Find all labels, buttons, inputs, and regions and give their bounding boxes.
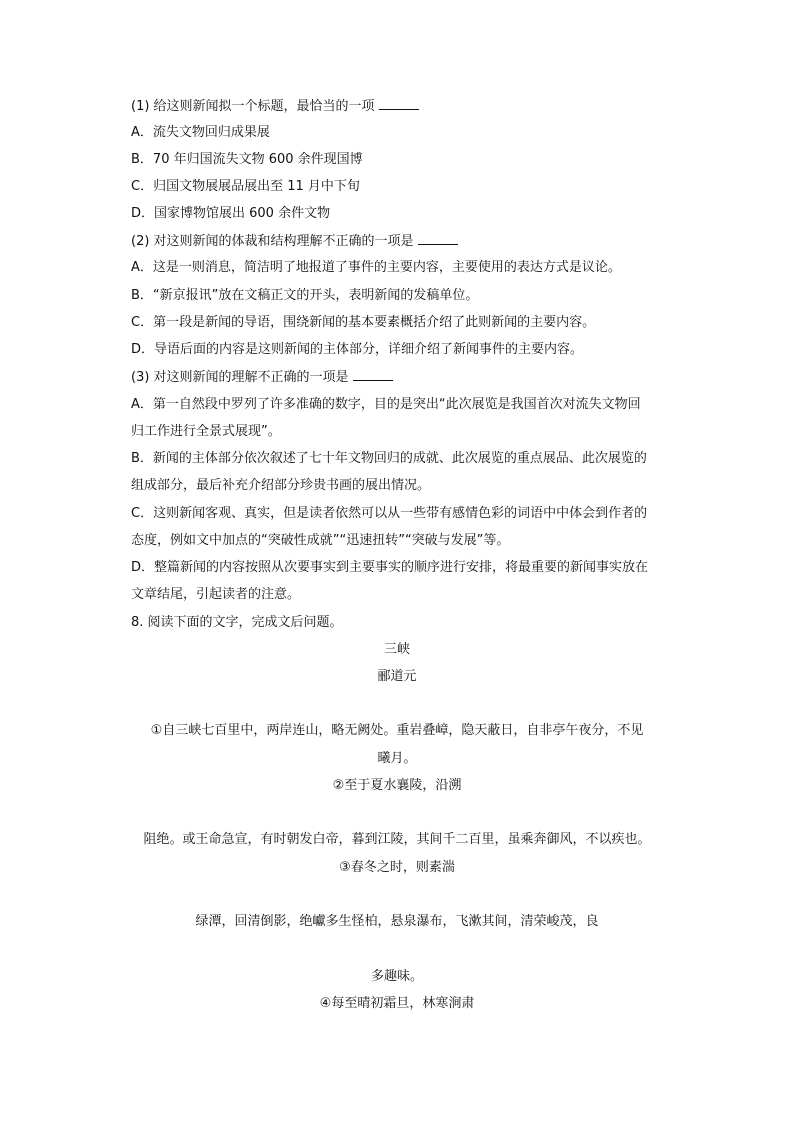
- q2-option-d: D．导语后面的内容是这则新闻的主体部分，详细介绍了新闻事件的主要内容。: [131, 342, 584, 357]
- answer-blank[interactable]: [353, 368, 393, 381]
- q1-option-c: C．归国文物展展品展出至 11 月中下旬: [131, 179, 360, 194]
- q3-option-a: A．第一自然段中罗列了许多准确的数字，目的是突出“此次展览是我国首次对流失文物回: [131, 397, 641, 412]
- passage-para-3-cont: 绿潭，回清倒影，绝巘多生怪柏，悬泉瀑布，飞漱其间，清荣峻茂，良: [195, 914, 599, 929]
- q3-option-b-cont: 组成部分，最后补充介绍部分珍贵书画的展出情况。: [131, 478, 431, 493]
- q3-option-c-cont: 态度，例如文中加点的“突破性成就”“迅速扭转”“突破与发展”等。: [131, 533, 510, 548]
- q3-option-d: D．整篇新闻的内容按照从次要事实到主要事实的顺序进行安排，将最重要的新闻事实放在: [131, 560, 649, 575]
- q1-option-d: D．国家博物馆展出 600 余件文物: [131, 206, 331, 221]
- q8-stem: 8. 阅读下面的文字，完成文后问题。: [131, 615, 343, 630]
- q3-option-c: C．这则新闻客观、真实，但是读者依然可以从一些带有感情色彩的词语中中体会到作者的: [131, 506, 648, 521]
- passage-para-3: ③春冬之时，则素湍: [339, 860, 455, 875]
- q2-stem-text: (2) 对这则新闻的体裁和结构理解不正确的一项是: [131, 234, 414, 249]
- passage-title: 三峡: [383, 642, 410, 657]
- q3-option-b: B．新闻的主体部分依次叙述了七十年文物回归的成就、此次展览的重点展品、此次展览的: [131, 451, 647, 466]
- q3-stem-text: (3) 对这则新闻的理解不正确的一项是: [131, 370, 349, 385]
- q3-stem: [131, 368, 393, 387]
- passage-author: 郦道元: [377, 669, 417, 684]
- q2-option-c: C．第一段是新闻的导语，围绕新闻的基本要素概括介绍了此则新闻的主要内容。: [131, 315, 596, 330]
- passage-para-1-cont: 曦月。: [377, 751, 417, 766]
- q2-option-b: B．“新京报讯”放在文稿正文的开头，表明新闻的发稿单位。: [131, 288, 479, 303]
- q1-stem-text: (1) 给这则新闻拟一个标题，最恰当的一项: [131, 99, 375, 114]
- passage-para-4: ④每至晴初霜旦，林寒涧肃: [319, 996, 475, 1011]
- q1-option-a: A．流失文物回归成果展: [131, 125, 270, 140]
- answer-blank[interactable]: [379, 97, 419, 110]
- passage-para-1: ①自三峡七百里中，两岸连山，略无阙处。重岩叠嶂，隐天蔽日，自非亭午夜分，不见: [150, 723, 644, 738]
- answer-blank[interactable]: [418, 232, 458, 245]
- passage-para-2-cont: 阻绝。或王命急宣，有时朝发白帝，暮到江陵，其间千二百里，虽乘奔御风，不以疾也。: [143, 832, 651, 847]
- passage-para-3-end: 多趣味。: [370, 969, 423, 984]
- passage-para-2: ②至于夏水襄陵，沿溯: [332, 778, 462, 793]
- q2-option-a: A．这是一则消息，简洁明了地报道了事件的主要内容，主要使用的表达方式是议论。: [131, 260, 621, 275]
- q1-stem: [131, 97, 419, 116]
- q3-option-d-cont: 文章结尾，引起读者的注意。: [131, 587, 301, 602]
- q3-option-a-cont: 归工作进行全景式展现”。: [131, 424, 281, 439]
- q1-option-b: B．70 年归国流失文物 600 余件现国博: [131, 152, 363, 167]
- q2-stem: [131, 232, 458, 251]
